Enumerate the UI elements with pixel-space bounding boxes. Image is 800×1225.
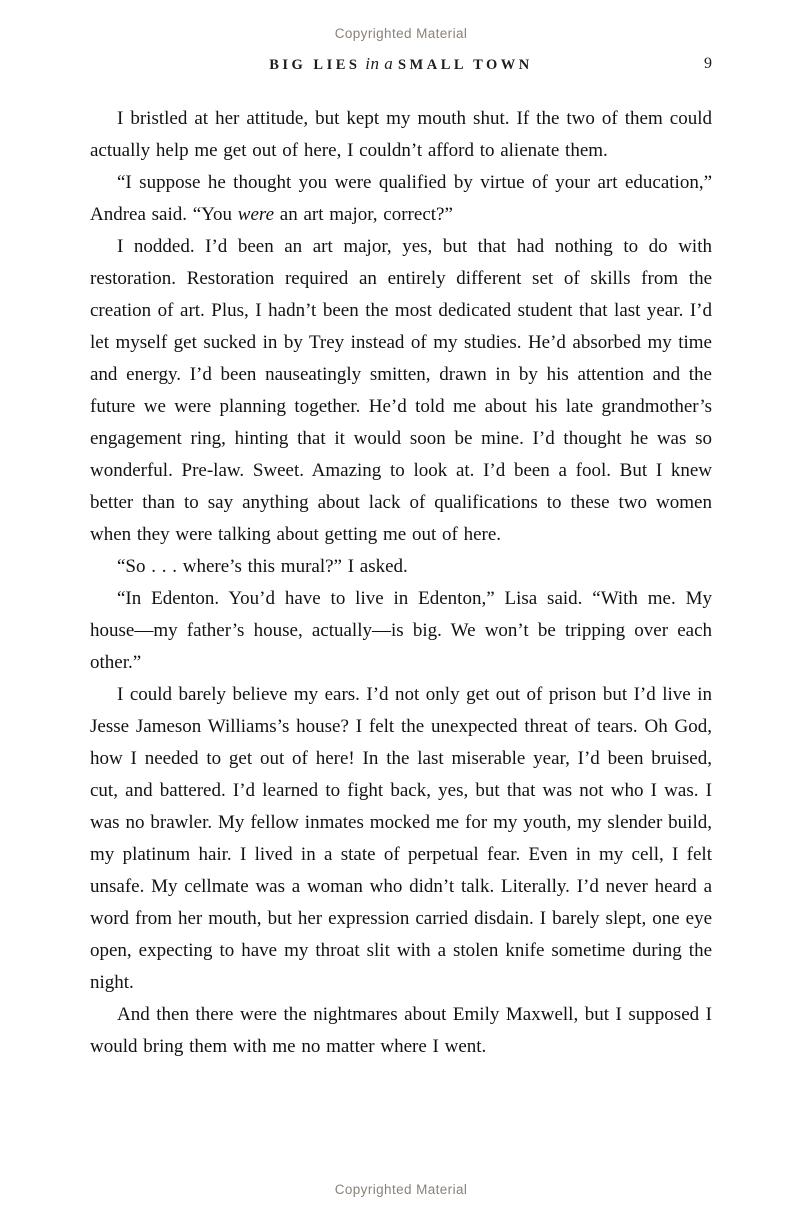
page-header — [90, 51, 712, 77]
page-body — [90, 103, 712, 1063]
paragraph: I could barely believe my ears. I’d not only get out of prison but I’d live in Jesse Jameson Williams’s house? I felt the unexpected threat of tears. Oh God, how I needed to get out of here! In the last miserable year, I’d been bruised, cut, and battered. I’d learned to fight back, yes, but that was not who I was. I was no brawler. My fellow inmates mocked me for my youth, my slender build, my platinum hair. I lived in a state of perpetual fear. Even in my cell, I felt unsafe. My cellmate was a woman who didn’t talk. Literally. I’d never heard a word from her mouth, but her expression carried disdain. I barely slept, one eye open, expecting to have my throat slit with a stolen knife sometime during the night. — [90, 684, 712, 993]
copyright-notice-top: Copyrighted Material — [334, 26, 468, 41]
book-title-segment: BIG LIES — [269, 57, 361, 73]
book-title — [269, 56, 533, 73]
paragraph: I nodded. I’d been an art major, yes, but that had nothing to do with restoration. Restoration required an entirely different set of skills from the creation of art. Plus, I hadn’t been the most dedicated student that last year. I’d let myself get sucked in by Trey instead of my studies. He’d absorbed my time and energy. I’d been nauseatingly smitten, drawn in by his attention and the future we were planning together. He’d told me about his late grandmother’s engagement ring, hinting that it would soon be mine. I’d thought he was so wonderful. Pre-law. Sweet. Amazing to look at. I’d been a fool. But I knew better than to say anything about lack of qualifications to these two women when they were talking about getting me out of here. — [90, 236, 712, 545]
copyright-notice-bottom: Copyrighted Material — [334, 1182, 468, 1197]
page-number: 9 — [704, 55, 712, 72]
paragraph: “In Edenton. You’d have to live in Edenton,” Lisa said. “With me. My house—my father’s house, actually—is big. We won’t be tripping over each other.” — [90, 588, 712, 673]
paragraph: “So . . . where’s this mural?” I asked. — [117, 556, 408, 577]
paragraph: I bristled at her attitude, but kept my mouth shut. If the two of them could actually help me get out of here, I couldn’t afford to alienate them. — [90, 108, 712, 161]
book-title-segment: in a — [360, 54, 398, 73]
book-title-segment: SMALL TOWN — [397, 57, 533, 73]
paragraph: “I suppose he thought you were qualified by virtue of your art education,” Andrea said. “You were an art major, correct?” — [90, 172, 712, 225]
paragraph: And then there were the nightmares about Emily Maxwell, but I supposed I would bring them with me no matter where I went. — [90, 1004, 712, 1057]
